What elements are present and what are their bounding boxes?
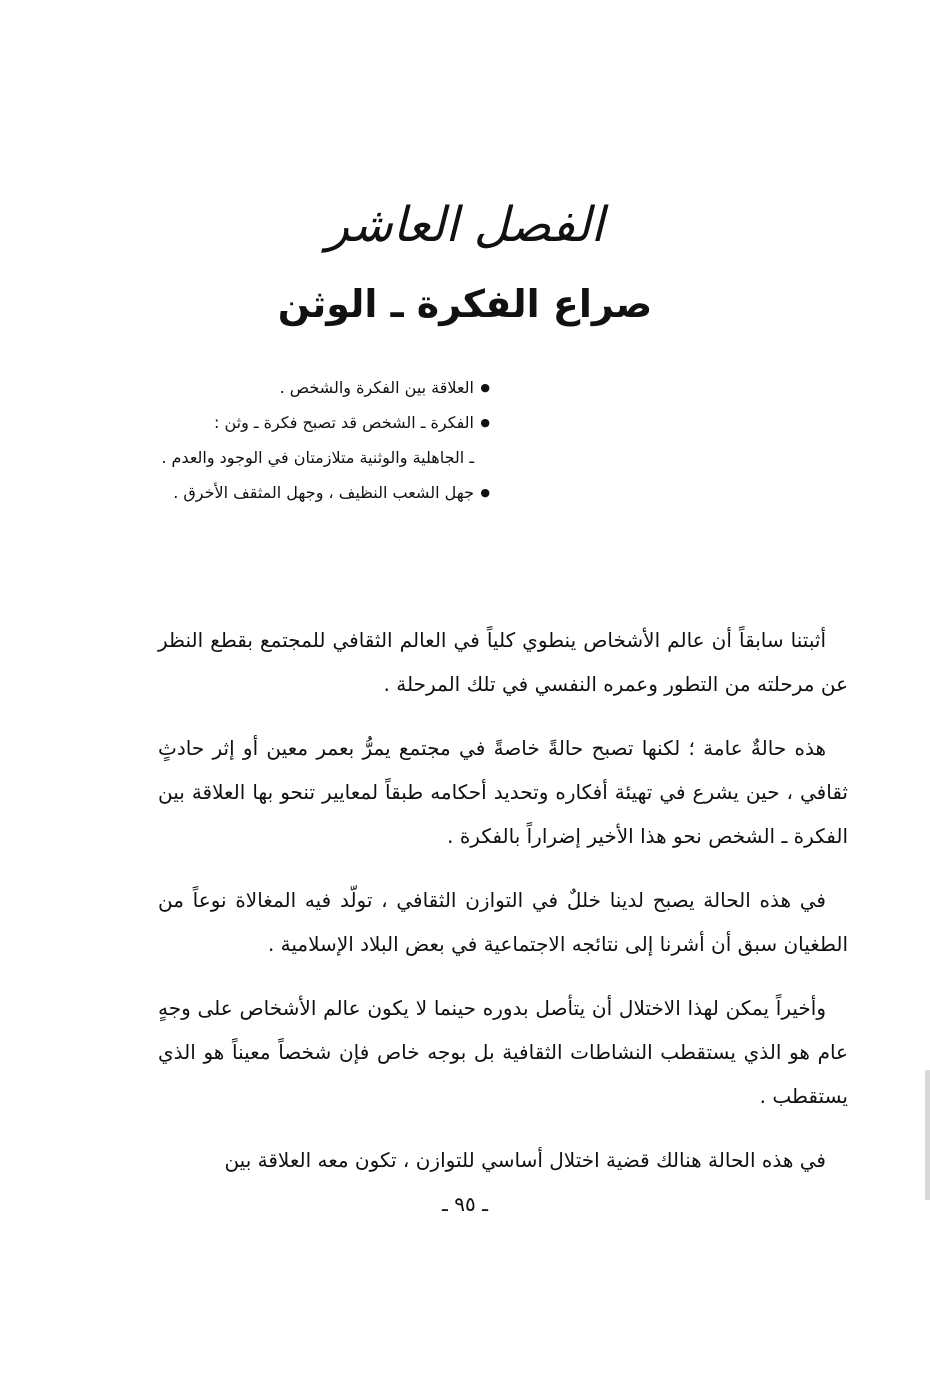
- paragraph: وأخيراً يمكن لهذا الاختلال أن يتأصل بدوره حينما لا يكون عالم الأشخاص على وجهٍ عام هو الذي يستقطب النشاطات الثقافية بل بوجه خاص فإن شخصاً معيناً هو الذي يستقطب .: [158, 996, 848, 1108]
- chapter-title: صراع الفكرة ـ الوثن: [277, 282, 653, 326]
- chapter-summary-list: [160, 370, 490, 510]
- summary-subitem: ـ الجاهلية والوثنية متلازمتان في الوجود والعدم .: [161, 448, 474, 467]
- paragraph: أثبتنا سابقاً أن عالم الأشخاص ينطوي كلياً في العالم الثقافي للمجتمع بقطع النظر عن مرحلته من التطور وعمره النفسي في تلك المرحلة .: [158, 628, 848, 696]
- chapter-label: الفصل العاشر: [326, 197, 604, 253]
- summary-item: ● العلاقة بين الفكرة والشخص .: [160, 370, 490, 405]
- paragraph: هذه حالةٌ عامة ؛ لكنها تصبح حالةً خاصةً في مجتمع يمرُّ بعمر معين أو إثر حادثٍ ثقافي ، حين يشرع في تهيئة أفكاره وتحديد أحكامه طبقاً لمعايير تنحو بها العلاقة بين الفكرة ـ الشخص نحو هذا الأخير إضراراً بالفكرة .: [158, 736, 848, 848]
- paragraph: في هذه الحالة يصبح لدينا خللٌ في التوازن الثقافي ، تولّد فيه المغالاة نوعاً من الطغيان سبق أن أشرنا إلى نتائجه الاجتماعية في بعض البلاد الإسلامية .: [158, 888, 848, 956]
- page-number: ـ ٩٥ ـ: [442, 1192, 488, 1216]
- summary-item: ● جهل الشعب النظيف ، وجهل المثقف الأخرق .: [160, 475, 490, 510]
- page-edge-shadow: [925, 1070, 930, 1200]
- summary-item: ● الفكرة ـ الشخص قد تصبح فكرة ـ وثن :: [160, 405, 490, 440]
- body-text: [158, 618, 848, 1202]
- paragraph: في هذه الحالة هنالك قضية اختلال أساسي للتوازن ، تكون معه العلاقة بين: [224, 1148, 826, 1172]
